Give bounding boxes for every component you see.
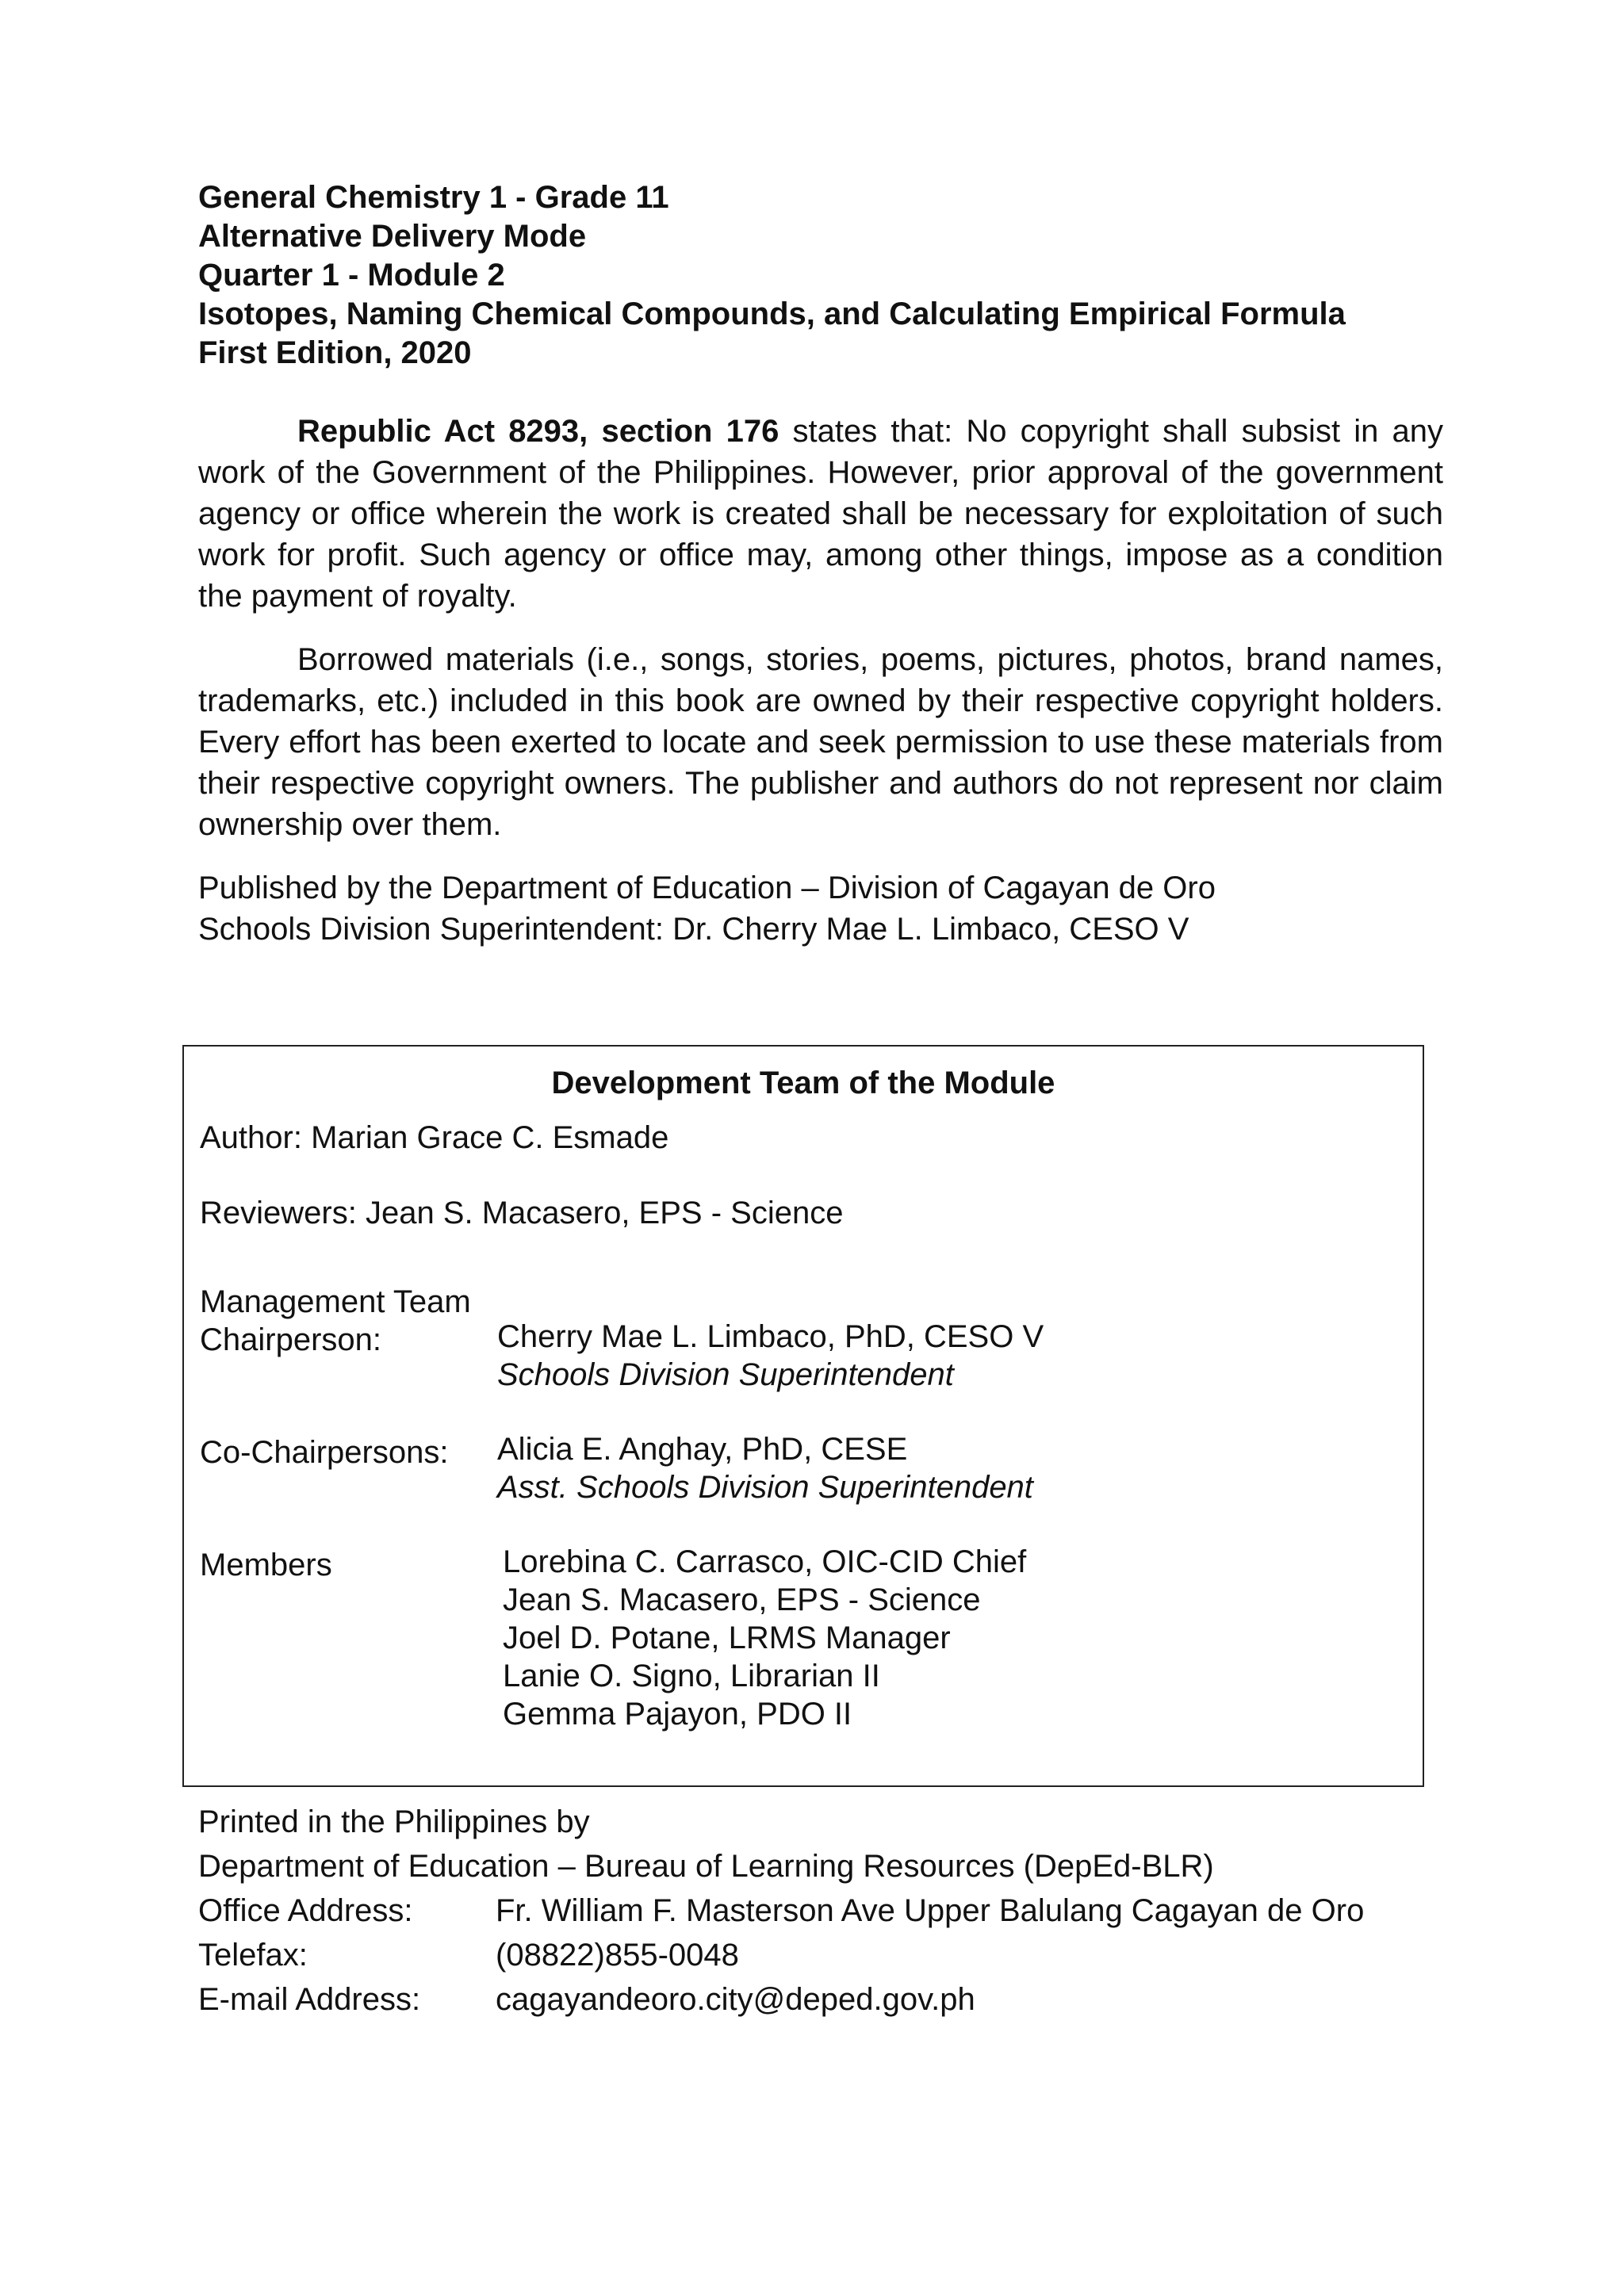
publisher-info — [198, 867, 1443, 950]
email-label: E-mail Address: — [198, 1982, 421, 2017]
telefax-value: (08822)855-0048 — [496, 1938, 739, 1973]
law-text: states that: No copyright shall subsist in any work of the Government of the Philippines. However, prior approval of the government agency or office wherein the work is created shall be necessary for exploitation of such work for profit. Such agency or office may, among other things, impose as a condition the payment of royalty. — [198, 414, 1443, 614]
cochairperson-title: Asst. Schools Division Superintendent — [497, 1470, 1033, 1505]
email-value: cagayandeoro.city@deped.gov.ph — [496, 1982, 975, 2017]
chairperson-block — [497, 1318, 1044, 1394]
member-item: Lanie O. Signo, Librarian II — [503, 1659, 880, 1693]
members-label: Members — [200, 1548, 332, 1582]
team-title: Development Team of the Module — [551, 1066, 1055, 1100]
chairperson-label: Chairperson: — [200, 1322, 382, 1357]
members-list — [503, 1543, 1026, 1733]
header-delivery-mode: Alternative Delivery Mode — [198, 219, 587, 254]
copyright-paragraph — [198, 411, 1443, 617]
header-quarter-module: Quarter 1 - Module 2 — [198, 258, 505, 293]
cochairpersons-block — [497, 1430, 1033, 1506]
published-by: Published by the Department of Education – Division of Cagayan de Oro — [198, 871, 1216, 905]
member-item: Lorebina C. Carrasco, OIC-CID Chief — [503, 1544, 1027, 1579]
header-subject: General Chemistry 1 - Grade 11 — [198, 180, 669, 215]
superintendent-line: Schools Division Superintendent: Dr. Cherry Mae L. Limbaco, CESO V — [198, 912, 1189, 947]
cochairperson-name: Alicia E. Anghay, PhD, CESE — [497, 1432, 908, 1467]
office-address-value: Fr. William F. Masterson Ave Upper Balulang Cagayan de Oro — [496, 1893, 1365, 1928]
copyright-page-content — [198, 178, 1443, 950]
borrowed-materials-paragraph: Borrowed materials (i.e., songs, stories, poems, pictures, photos, brand names, trademarks, etc.) included in this book are owned by their respective copyright holders. Every effort has been exerted to locate and seek permission to use these materials from their respective copyright owners. The publisher and authors do not represent nor claim ownership over them. — [198, 642, 1443, 842]
chairperson-name: Cherry Mae L. Limbaco, PhD, CESO V — [497, 1319, 1044, 1354]
module-header — [198, 178, 1443, 373]
development-team-box — [182, 1045, 1424, 1787]
cochairpersons-label: Co-Chairpersons: — [200, 1435, 449, 1470]
chairperson-title: Schools Division Superintendent — [497, 1357, 954, 1392]
office-address-label: Office Address: — [198, 1893, 413, 1928]
member-item: Joel D. Potane, LRMS Manager — [503, 1621, 951, 1655]
law-reference: Republic Act 8293, section 176 — [297, 414, 779, 449]
telefax-label: Telefax: — [198, 1938, 308, 1973]
reviewers-line: Reviewers: Jean S. Macasero, EPS - Science — [200, 1196, 844, 1230]
management-team-heading: Management Team — [200, 1284, 471, 1319]
member-item: Gemma Pajayon, PDO II — [503, 1697, 852, 1732]
author-line: Author: Marian Grace C. Esmade — [200, 1120, 669, 1155]
member-item: Jean S. Macasero, EPS - Science — [503, 1582, 981, 1617]
header-module-title: Isotopes, Naming Chemical Compounds, and Calculating Empirical Formula — [198, 297, 1346, 331]
header-edition: First Edition, 2020 — [198, 335, 472, 370]
